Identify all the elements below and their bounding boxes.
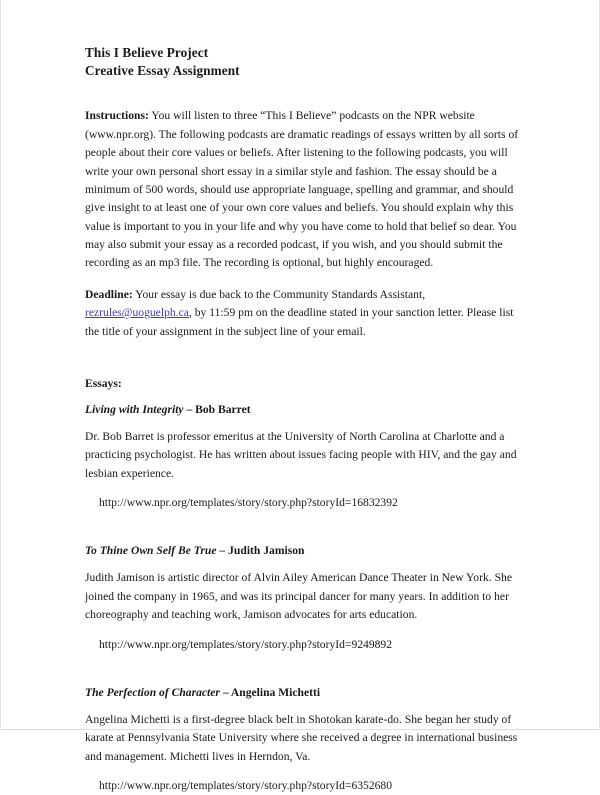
spacer bbox=[85, 390, 525, 403]
essay-heading bbox=[85, 544, 525, 557]
instructions-paragraph bbox=[85, 107, 525, 272]
essay-url: http://www.npr.org/templates/story/story.php?storyId=6352680 bbox=[99, 779, 393, 792]
instructions-label: Instructions: bbox=[85, 109, 149, 123]
spacer bbox=[85, 79, 525, 107]
essay-work-title: The Perfection of Character bbox=[85, 685, 220, 699]
essay-heading bbox=[85, 686, 525, 699]
email-link[interactable]: rezrules@uoguelph.ca bbox=[85, 306, 189, 320]
deadline-text-before-link: Your essay is due back to the Community Standards Assistant, bbox=[132, 287, 426, 301]
essay-author: – Judith Jamison bbox=[216, 544, 305, 558]
essay-work-title: Living with Integrity bbox=[85, 402, 184, 416]
essay-url: http://www.npr.org/templates/story/story.php?storyId=9249892 bbox=[99, 637, 393, 651]
spacer bbox=[85, 699, 525, 711]
page-title-line-1: This I Believe Project bbox=[85, 45, 209, 60]
spacer bbox=[85, 483, 525, 494]
essay-author: – Angelina Michetti bbox=[219, 685, 321, 699]
instructions-text: You will listen to three “This I Believe” podcasts on the NPR website (www.npr.org). The following podcasts are dramatic readings of essays written by all sorts of people about their core values or beliefs. After listening to the following podcasts, you will write your own personal short essay in a similar style and fashion. The essay should be a minimum of 500 words, should use appropriate language, spelling and grammar, and should give insight to at least one of your own core values and beliefs. You should explain why this value is important to you in your life and why you have come to hold that belief so dear. You may also submit your essay as a recorded podcast, if you wish, and you should submit the recording as an mp3 file. The recording is optional, but highly encouraged. bbox=[85, 109, 519, 270]
essay-heading bbox=[85, 403, 525, 416]
spacer bbox=[85, 512, 525, 544]
spacer bbox=[85, 654, 525, 686]
essay-author: – Bob Barret bbox=[183, 402, 251, 416]
essay-work-title: To Thine Own Self Be True bbox=[85, 544, 217, 558]
essay-bio: Angelina Michetti is a first-degree black belt in Shotokan karate-do. She began her study of karate at Pennsylvania State University where she received a degree in international business and management. Michetti lives in Herndon, Va. bbox=[85, 712, 518, 763]
essay-bio: Judith Jamison is artistic director of Alvin Ailey American Dance Theater in New York. She joined the company in 1965, and was its principal dancer for many years. In addition to her choreography and teaching work, Jamison advocates for arts education. bbox=[85, 571, 512, 622]
essay-url: http://www.npr.org/templates/story/story.php?storyId=16832392 bbox=[99, 496, 398, 509]
spacer bbox=[85, 273, 525, 286]
deadline-paragraph bbox=[85, 286, 525, 341]
page-title bbox=[85, 44, 525, 79]
spacer bbox=[85, 416, 525, 428]
page-title-line-2: Creative Essay Assignment bbox=[85, 62, 240, 78]
spacer bbox=[85, 557, 525, 569]
essay-bio: Dr. Bob Barret is professor emeritus at the University of North Carolina at Charlotte and a practicing psychologist. He has written about issues facing people with HIV, and the gay and lesbian experience. bbox=[85, 429, 517, 480]
spacer bbox=[85, 625, 525, 636]
deadline-text-after-link: , by 11:59 pm on the deadline stated in your sanction letter. Please list the title of your assignment in the subject line of your email. bbox=[85, 306, 514, 338]
essays-section-label: Essays: bbox=[85, 376, 122, 390]
spacer bbox=[85, 341, 525, 377]
spacer bbox=[85, 766, 525, 777]
deadline-label: Deadline: bbox=[85, 287, 133, 301]
